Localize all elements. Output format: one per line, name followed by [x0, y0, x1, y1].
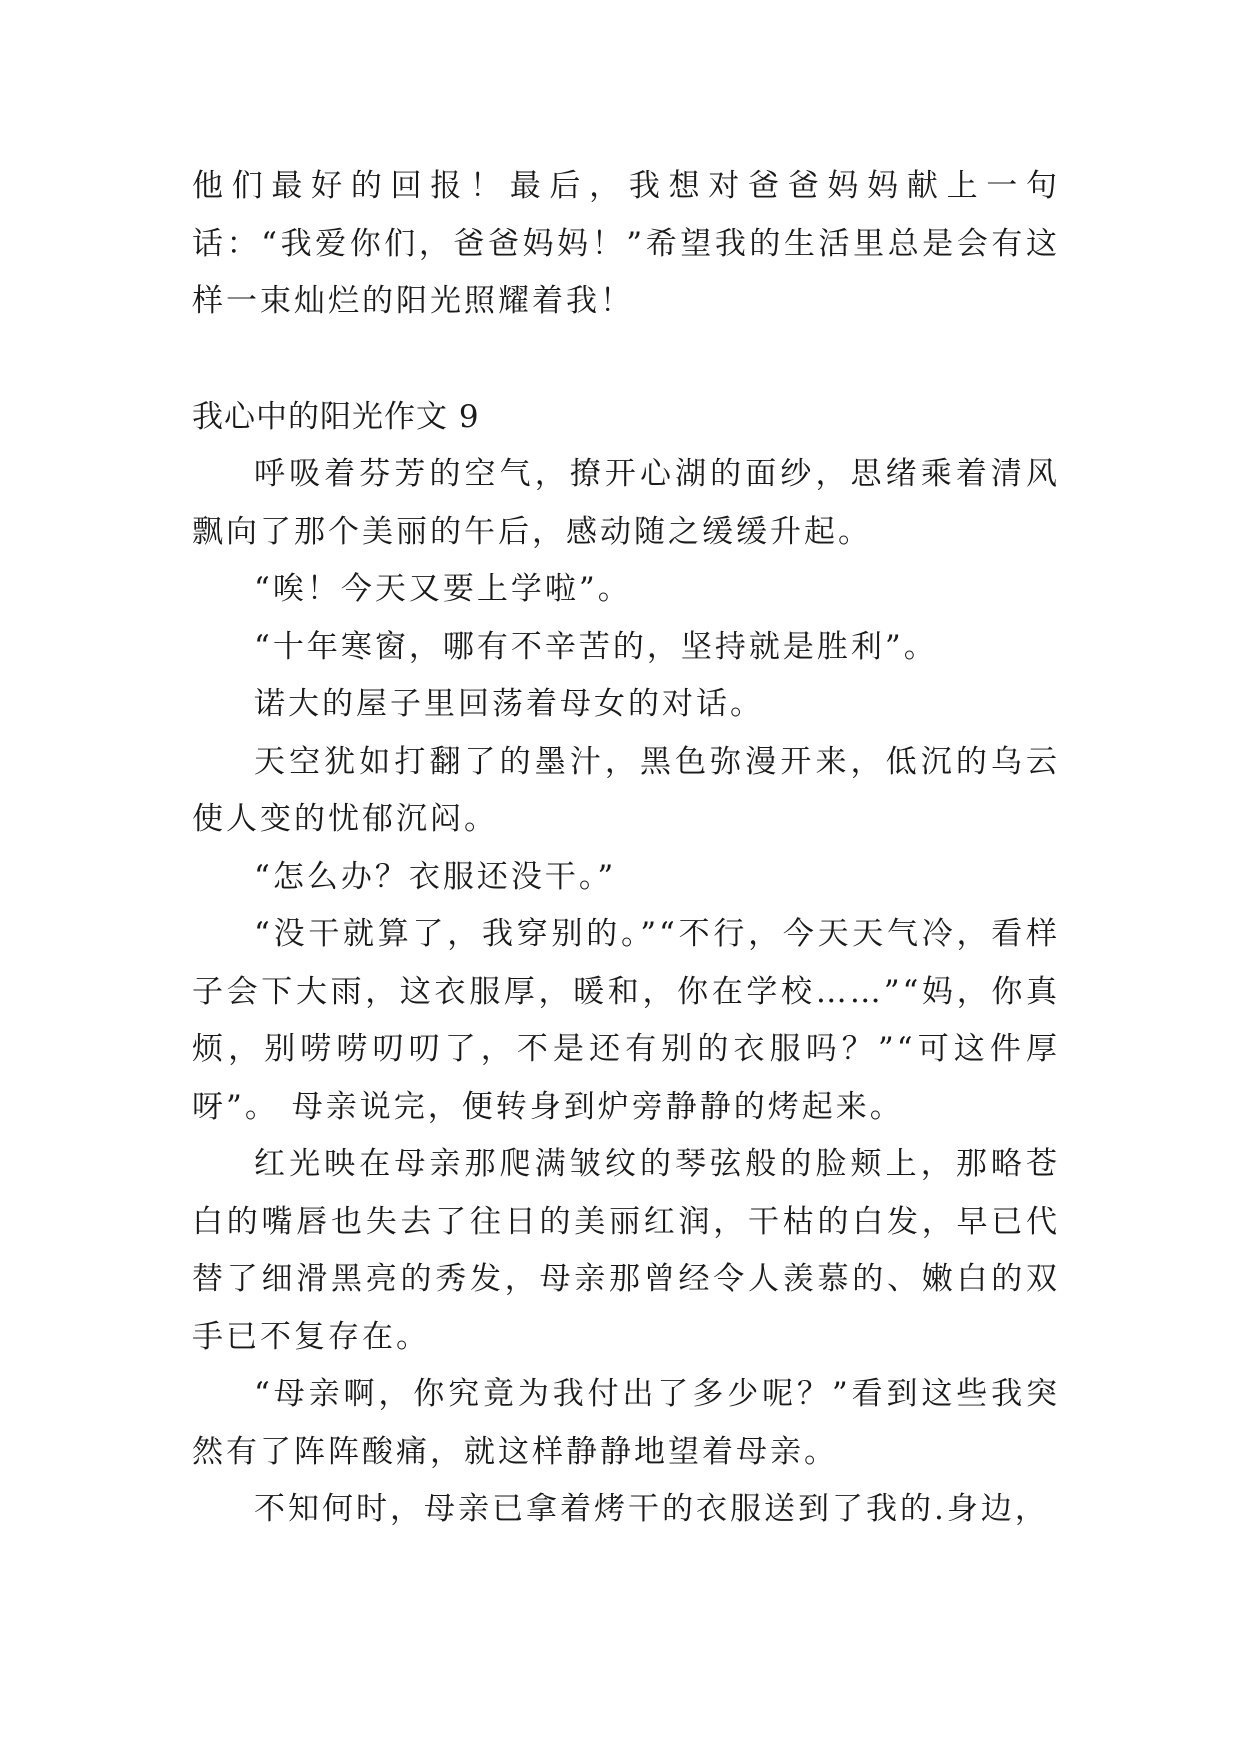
paragraph-1: 呼吸着芬芳的空气，撩开心湖的面纱，思绪乘着清风飘向了那个美丽的午后，感动随之缓缓升起。	[192, 456, 1060, 550]
paragraph-9: “母亲啊，你究竟为我付出了多少呢？”看到这些我突然有了阵阵酸痛，就这样静静地望着母亲。	[192, 1376, 1060, 1470]
section-gap	[192, 331, 1060, 389]
paragraph-7: “没干就算了，我穿别的。”“不行，今天天气冷，看样子会下大雨，这衣服厚，暖和，你在学校……”“妈，你真烦，别唠唠叨叨了，不是还有别的衣服吗？”“可这件厚呀”。 母亲说完，便转身到炉旁静静的烤起来。	[192, 916, 1060, 1125]
document-body	[192, 158, 1060, 1539]
paragraph-8: 红光映在母亲那爬满皱纹的琴弦般的脸颊上，那略苍白的嘴唇也失去了往日的美丽红润，干枯的白发，早已代替了细滑黑亮的秀发，母亲那曾经令人羡慕的、嫩白的双手已不复存在。	[192, 1146, 1060, 1355]
paragraph-4: 诺大的屋子里回荡着母女的对话。	[254, 686, 764, 722]
paragraph-6: “怎么办？衣服还没干。”	[254, 858, 617, 895]
paragraph-10: 不知何时，母亲已拿着烤干的衣服送到了我的.身边，	[254, 1491, 1049, 1527]
paragraph-2: “唉！今天又要上学啦”。	[254, 571, 632, 607]
paragraph-3: “十年寒窗，哪有不辛苦的，坚持就是胜利”。	[254, 628, 938, 665]
intro-paragraph: 他们最好的回报！最后，我想对爸爸妈妈献上一句话：“我爱你们，爸爸妈妈！”希望我的生活里总是会有这样一束灿烂的阳光照耀着我！	[192, 168, 1060, 319]
section-title: 我心中的阳光作文 9	[192, 398, 480, 435]
paragraph-5: 天空犹如打翻了的墨汁，黑色弥漫开来，低沉的乌云使人变的忧郁沉闷。	[192, 743, 1060, 837]
